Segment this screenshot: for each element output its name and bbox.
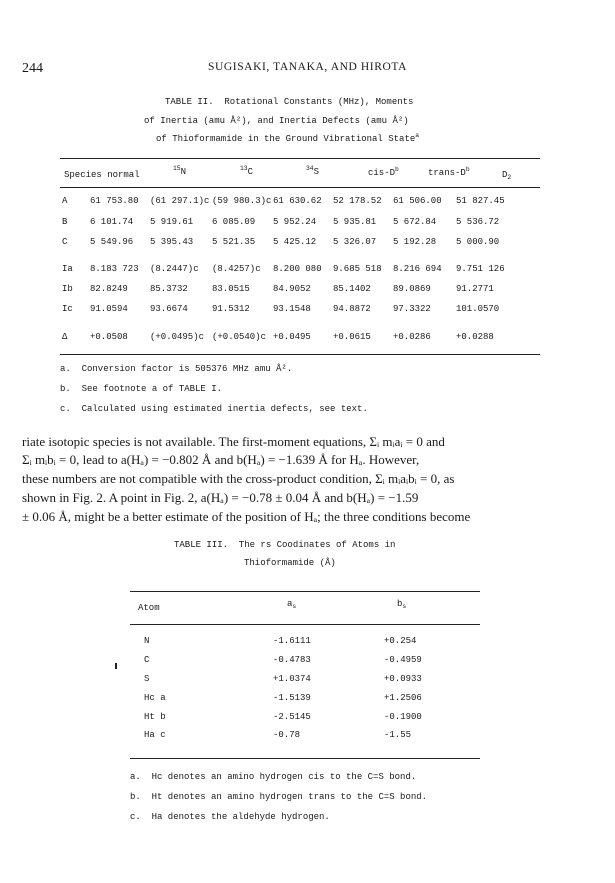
- paragraph-line-5: ± 0.06 Å, might be a better estimate of the position of Hₐ; the three conditions become: [22, 509, 471, 524]
- table-2-cell: +0.0286: [393, 332, 431, 342]
- table-3-caption-line-2: Thioformamide (Å): [244, 558, 336, 568]
- table-2-footnote-c: c. Calculated using estimated inertia defects, see text.: [60, 404, 368, 414]
- table-2-header-d2: $D_2$: [502, 170, 512, 181]
- table-2-cell: 9.685 518: [333, 264, 382, 274]
- table-2-cell: 6 085.09: [212, 217, 256, 227]
- table-2-caption-line-2: of Inertia (amu Å²), and Inertia Defects (amu Å²): [144, 116, 409, 126]
- table-3-cell: +0.254: [384, 636, 417, 646]
- table-2-caption-text: of Thioformamide in the Ground Vibrational State: [156, 134, 416, 144]
- table-2-header-cis-d: cis-$D^b$: [368, 166, 399, 178]
- table-2-cell: 5 000.90: [456, 237, 500, 247]
- table-2-cell: 5 425.12: [273, 237, 317, 247]
- table-2-cell: +0.0508: [90, 332, 128, 342]
- table-3-cell: -2.5145: [273, 712, 311, 722]
- table-2-cell: (59 980.3)c: [212, 196, 272, 206]
- table-3-header-bs: $b_s$: [397, 599, 407, 610]
- table-3-header-rule: [130, 624, 480, 625]
- table-2-cell: 5 326.07: [333, 237, 377, 247]
- stray-mark: [115, 663, 117, 669]
- table-2-cell: 82.8249: [90, 284, 128, 294]
- table-2-row-label: Δ: [62, 332, 68, 342]
- table-2-cell: 93.6674: [150, 304, 188, 314]
- paragraph-line-2: Σᵢ mᵢbᵢ = 0, lead to a(Hₐ) = −0.802 Å and b(Hₐ) = −1.639 Å for Hₐ. However,: [22, 452, 420, 467]
- table-2-cell: 5 536.72: [456, 217, 500, 227]
- table-2-cell: 85.3732: [150, 284, 188, 294]
- table-2-header-15n: $^{15}$N: [173, 165, 186, 177]
- table-2-row-label: C: [62, 237, 68, 247]
- table-2-cell: (+0.0495)c: [150, 332, 205, 342]
- table-2-cell: 91.5312: [212, 304, 250, 314]
- table-3-cell: -0.4783: [273, 655, 311, 665]
- table-2-cell: (61 297.1)c: [150, 196, 210, 206]
- table-3-top-rule: [130, 591, 480, 592]
- table-2-row-label: Ib: [62, 284, 73, 294]
- table-2-cell: 6 101.74: [90, 217, 134, 227]
- table-2-cell: 91.0594: [90, 304, 128, 314]
- table-3-atom: C: [144, 655, 150, 665]
- table-2-header-13c: $^{13}$C: [240, 165, 253, 177]
- table-2-cell: 61 506.00: [393, 196, 442, 206]
- table-2-cell: 8.216 694: [393, 264, 442, 274]
- table-2-header-species: Species normal: [64, 170, 140, 180]
- paragraph-line-4: shown in Fig. 2. A point in Fig. 2, a(Hₐ) = −0.78 ± 0.04 Å and b(Hₐ) = −1.59: [22, 490, 419, 505]
- table-3-cell: -1.5139: [273, 693, 311, 703]
- table-2-cell: (+0.0540)c: [212, 332, 267, 342]
- table-3-footnote-a: a. Hc denotes an amino hydrogen cis to the C=S bond.: [130, 772, 417, 782]
- table-2-cell: 5 395.43: [150, 237, 194, 247]
- table-3-atom: Hc a: [144, 693, 166, 703]
- table-2-cell: 84.9052: [273, 284, 311, 294]
- table-2-cell: 93.1548: [273, 304, 311, 314]
- table-2-cell: 101.0570: [456, 304, 500, 314]
- table-2-caption-note: a: [415, 132, 420, 139]
- table-2-cell: 89.0869: [393, 284, 431, 294]
- table-2-cell: 8.200 080: [273, 264, 322, 274]
- paragraph-line-1: riate isotopic species is not available. The first-moment equations, Σᵢ mᵢaᵢ = 0 and: [22, 434, 445, 449]
- table-2-cell: 52 178.52: [333, 196, 382, 206]
- table-2-cell: 83.0515: [212, 284, 250, 294]
- table-3-cell: +1.2506: [384, 693, 422, 703]
- table-2-cell: 5 919.61: [150, 217, 194, 227]
- table-2-header-34s: $^{34}$S: [306, 165, 319, 177]
- table-3-header-as: $a_s$: [287, 599, 297, 610]
- table-3-footnote-c: c. Ha denotes the aldehyde hydrogen.: [130, 812, 330, 822]
- table-2-cell: 5 549.96: [90, 237, 134, 247]
- table-3-header-atom: Atom: [138, 603, 160, 613]
- table-2-cell: 91.2771: [456, 284, 494, 294]
- table-2-cell: 8.183 723: [90, 264, 139, 274]
- table-2-header-trans-d: trans-$D^b$: [428, 166, 470, 178]
- table-2-caption-line-1: TABLE II. Rotational Constants (MHz), Moments: [165, 97, 414, 107]
- table-2-cell: 97.3322: [393, 304, 431, 314]
- table-2-cell: +0.0288: [456, 332, 494, 342]
- paragraph-line-3: these numbers are not compatible with the cross-product condition, Σᵢ mᵢaᵢbᵢ = 0, as: [22, 471, 455, 486]
- table-3-cell: -0.1900: [384, 712, 422, 722]
- table-2-row-label: B: [62, 217, 68, 227]
- running-head: SUGISAKI, TANAKA, AND HIROTA: [207, 61, 408, 73]
- table-2-cell: 61 753.80: [90, 196, 139, 206]
- table-2-cell: 5 935.81: [333, 217, 377, 227]
- table-3-footnote-b: b. Ht denotes an amino hydrogen trans to the C=S bond.: [130, 792, 428, 802]
- table-2-cell: 5 952.24: [273, 217, 317, 227]
- table-2-cell: +0.0495: [273, 332, 311, 342]
- table-3-cell: +1.0374: [273, 674, 311, 684]
- table-3-atom: Ht b: [144, 712, 166, 722]
- table-2-row-label: Ic: [62, 304, 73, 314]
- table-3-atom: Ha c: [144, 730, 166, 740]
- table-3-bottom-rule: [130, 758, 480, 759]
- table-3-cell: -0.78: [273, 730, 301, 740]
- table-2-cell: +0.0615: [333, 332, 371, 342]
- table-3-cell: +0.0933: [384, 674, 422, 684]
- table-2-cell: (8.4257)c: [212, 264, 261, 274]
- table-3-cell: -1.6111: [273, 636, 311, 646]
- table-3-caption-line-1: TABLE III. The rs Coodinates of Atoms in: [174, 540, 396, 550]
- table-3-cell: -1.55: [384, 730, 412, 740]
- table-2-cell: 94.8872: [333, 304, 371, 314]
- table-2-top-rule: [60, 158, 540, 159]
- table-2-cell: 5 192.28: [393, 237, 437, 247]
- table-2-row-label: A: [62, 196, 68, 206]
- table-2-cell: 5 521.35: [212, 237, 256, 247]
- table-2-header-rule: [60, 187, 540, 188]
- table-2-bottom-rule: [60, 354, 540, 355]
- table-2-cell: 51 827.45: [456, 196, 505, 206]
- table-2-row-label: Ia: [62, 264, 73, 274]
- table-2-cell: 61 630.62: [273, 196, 322, 206]
- table-2-cell: 9.751 126: [456, 264, 505, 274]
- table-3-atom: S: [144, 674, 150, 684]
- table-2-cell: 85.1402: [333, 284, 371, 294]
- table-2-footnote-b: b. See footnote a of TABLE I.: [60, 384, 223, 394]
- table-3-cell: -0.4959: [384, 655, 422, 665]
- table-3-atom: N: [144, 636, 150, 646]
- table-2-caption-line-3: [156, 132, 419, 144]
- table-2-footnote-a: a. Conversion factor is 505376 MHz amu Å².: [60, 364, 293, 374]
- table-2-cell: (8.2447)c: [150, 264, 199, 274]
- page-number: 244: [22, 61, 43, 76]
- table-2-cell: 5 672.84: [393, 217, 437, 227]
